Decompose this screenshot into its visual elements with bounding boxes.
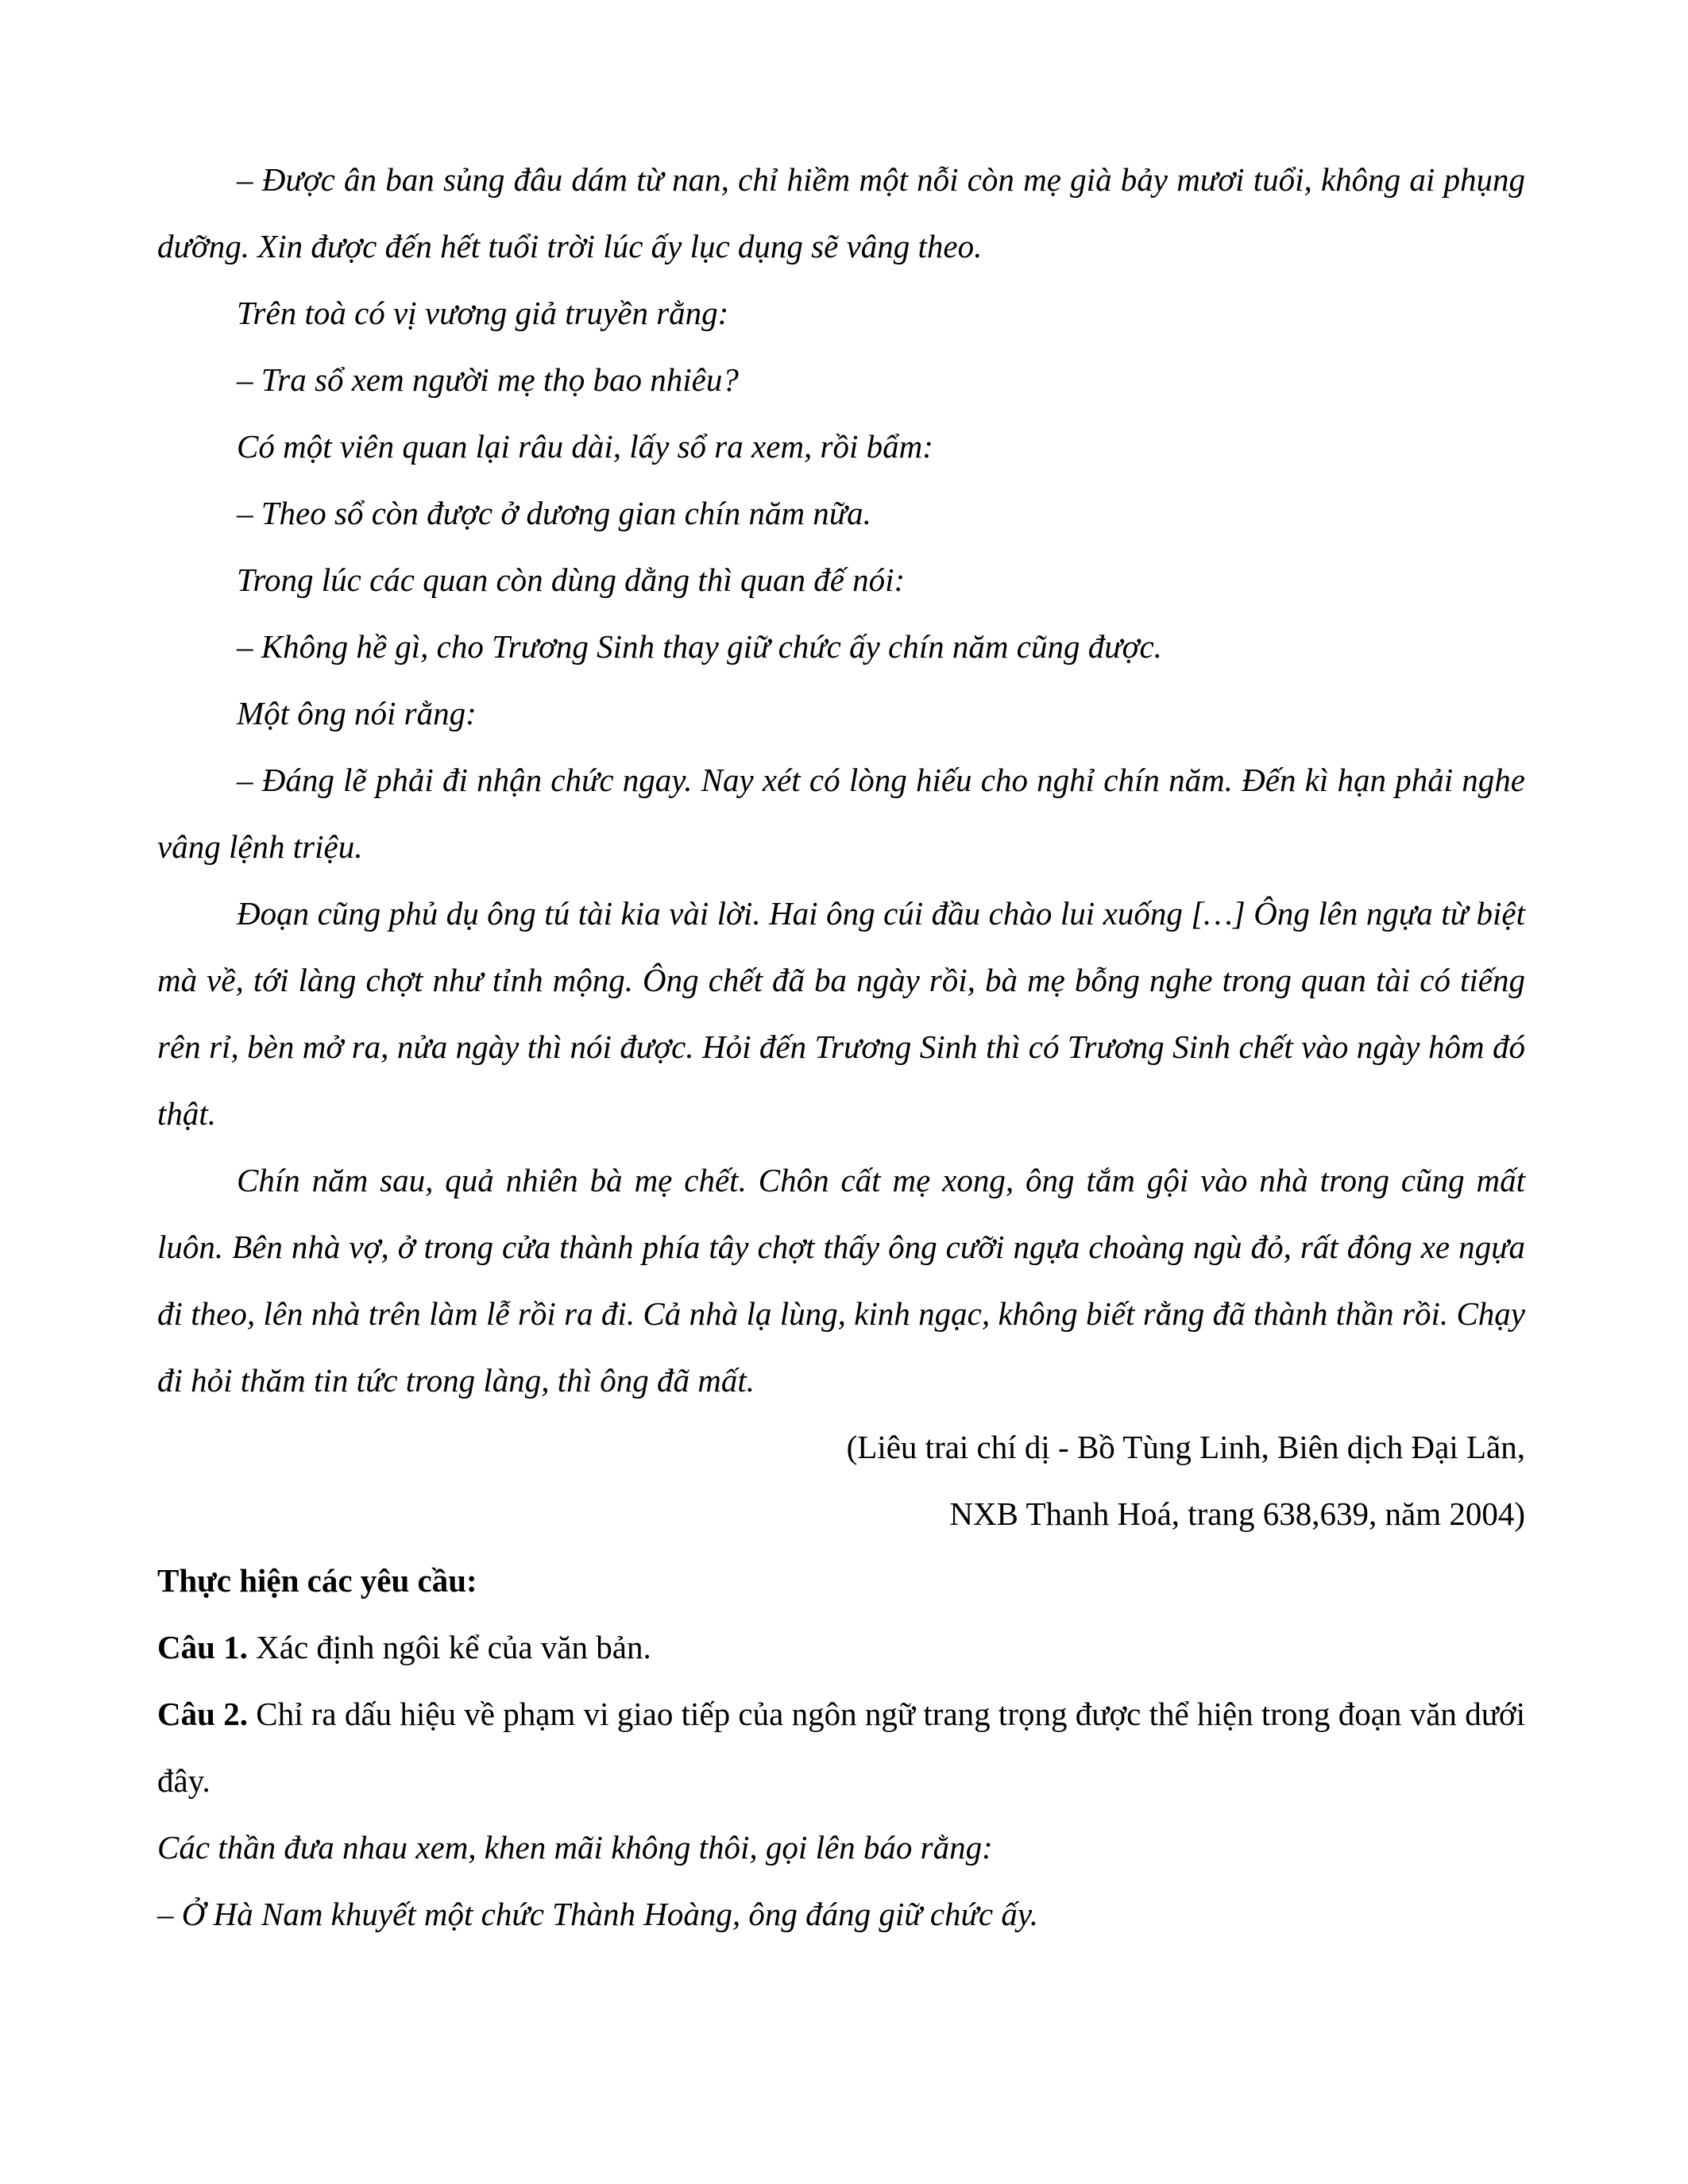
passage-paragraph: Một ông nói rằng: [237,695,477,731]
passage-paragraph: – Tra sổ xem người mẹ thọ bao nhiêu? [237,361,739,398]
passage-paragraph: – Được ân ban sủng đâu dám từ nan, chỉ hiềm một nỗi còn mẹ già bảy mươi tuổi, không ai phụng dưỡng. Xin được đến hết tuổi trời lúc ấy lục dụng sẽ vâng theo. [157,161,1525,264]
passage-paragraph: Trên toà có vị vương giả truyền rằng: [237,295,729,331]
question-1 [157,1614,1525,1680]
passage-paragraph: – Không hề gì, cho Trương Sinh thay giữ chức ấy chín năm cũng được. [237,628,1162,665]
quoted-excerpt-line1: Các thần đưa nhau xem, khen mãi không thôi, gọi lên báo rằng: [157,1829,993,1866]
question-2 [157,1680,1525,1814]
quoted-excerpt-line2: – Ở Hà Nam khuyết một chức Thành Hoàng, ông đáng giữ chức ấy. [157,1896,1039,1932]
tasks-heading [157,1547,1525,1614]
source-citation-line1: (Liêu trai chí dị - Bồ Tùng Linh, Biên dịch Đại Lãn, [846,1429,1525,1465]
passage-paragraph: – Theo sổ còn được ở dương gian chín năm nữa. [237,495,871,531]
passage-paragraph: Trong lúc các quan còn dùng dằng thì quan đế nói: [237,561,906,598]
question-1-text: Xác định ngôi kể của văn bản. [247,1629,651,1665]
question-2-text: Chỉ ra dấu hiệu về phạm vi giao tiếp của ngôn ngữ trang trọng được thể hiện trong đoạn văn dưới đây. [157,1696,1525,1799]
passage-paragraph: Chín năm sau, quả nhiên bà mẹ chết. Chôn cất mẹ xong, ông tắm gội vào nhà trong cũng mất luôn. Bên nhà vợ, ở trong cửa thành phía tây chợt thấy ông cưỡi ngựa choàng ngù đỏ, rất đông xe ngựa đi theo, lên nhà trên làm lễ rồi ra đi. Cả nhà lạ lùng, kinh ngạc, không biết rằng đã thành thần rồi. Chạy đi hỏi thăm tin tức trong làng, thì ông đã mất. [157,1162,1525,1399]
passage-paragraph: – Đáng lẽ phải đi nhận chức ngay. Nay xét có lòng hiếu cho nghỉ chín năm. Đến kì hạn phải nghe vâng lệnh triệu. [157,762,1525,865]
source-citation-line2: NXB Thanh Hoá, trang 638,639, năm 2004) [949,1495,1525,1532]
tasks-heading-text: Thực hiện các yêu cầu: [157,1562,477,1599]
question-2-label: Câu 2. [157,1696,248,1732]
passage-paragraph: Đoạn cũng phủ dụ ông tú tài kia vài lời. Hai ông cúi đầu chào lui xuống […] Ông lên ngựa từ biệt mà về, tới làng chợt như tỉnh mộng. Ông chết đã ba ngày rồi, bà mẹ bỗng nghe trong quan tài có tiếng rên rỉ, bèn mở ra, nửa ngày thì nói được. Hỏi đến Trương Sinh thì có Trương Sinh chết vào ngày hôm đó thật. [157,895,1525,1132]
question-1-label: Câu 1. [157,1629,248,1665]
document-page [157,146,1525,1947]
passage-paragraph: Có một viên quan lại râu dài, lấy sổ ra xem, rồi bẩm: [237,428,933,465]
